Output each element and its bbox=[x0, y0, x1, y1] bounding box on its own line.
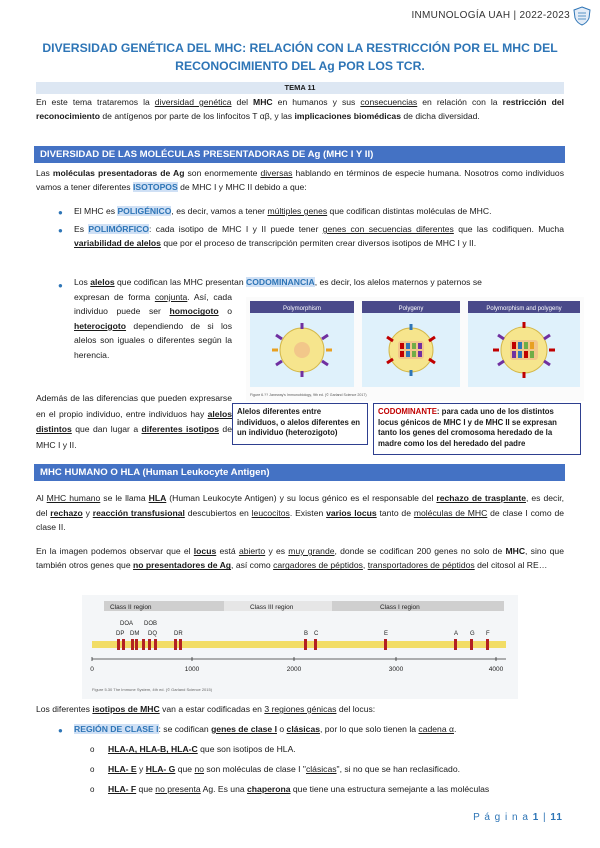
svg-text:Polymorphism: Polymorphism bbox=[282, 306, 322, 312]
svg-text:F: F bbox=[486, 631, 490, 637]
sub-item-hla-abc: HLA-A, HLA-B, HLA-C que son isotipos de HLA. bbox=[108, 744, 296, 754]
list-item-region-clase-i: REGIÓN DE CLASE I: se codifican genes de clase I o clásicas, por lo que solo tienen la cadena α. bbox=[74, 724, 457, 734]
svg-text:DP: DP bbox=[116, 631, 125, 637]
polymorphism-figure bbox=[246, 297, 584, 401]
svg-text:A: A bbox=[454, 631, 459, 637]
paragraph-diversity: Las moléculas presentadoras de Ag son enormemente diversas hablando en términos de especie humana. Nosotros como individuos vamos a tener diferentes ISOTOPOS de MHC I y MHC II debido a que: bbox=[36, 168, 564, 192]
intro-paragraph: En este tema trataremos la diversidad genética del MHC en humanos y sus consecuencias en relación con la restricción del reconocimiento de antígenos por parte de los linfocitos T αβ, y las implicaciones biomédicas de dicha diversidad. bbox=[36, 97, 565, 121]
page-number: P á g i n a 1 | 11 bbox=[473, 812, 563, 823]
list-item-poligenico: El MHC es POLIGÉNICO, es decir, vamos a tener múltiples genes que codifican distintas moléculas de MHC. bbox=[74, 206, 492, 216]
list-item-codominancia: Los alelos que codifican las MHC presentan CODOMINANCIA, es decir, los alelos maternos y paternos se bbox=[74, 277, 482, 287]
svg-text:0: 0 bbox=[90, 666, 94, 673]
svg-text:4000: 4000 bbox=[488, 666, 504, 673]
svg-text:DM: DM bbox=[130, 631, 140, 637]
svg-text:B: B bbox=[304, 631, 309, 637]
svg-text:C: C bbox=[314, 631, 319, 637]
svg-text:Polygeny: Polygeny bbox=[398, 306, 424, 312]
bullet-icon: ● bbox=[58, 208, 63, 217]
svg-text:DQ: DQ bbox=[148, 631, 157, 637]
sub-item-hla-eg: HLA- E y HLA- G que no son moléculas de clase I "clásicas", si no que se han reclasificado. bbox=[108, 764, 460, 774]
svg-text:Class II region: Class II region bbox=[110, 604, 152, 611]
section-heading-diversity: DIVERSIDAD DE LAS MOLÉCULAS PRESENTADORAS DE Ag (MHC I Y II) bbox=[34, 146, 565, 163]
paragraph-regions: Los diferentes isotipos de MHC van a estar codificadas en 3 regiones génicas del locus: bbox=[36, 704, 376, 714]
university-shield-icon bbox=[572, 6, 592, 26]
sub-bullet-icon: o bbox=[90, 745, 95, 754]
codominancia-continuation: expresan de forma conjunta. Así, cada individuo puede ser homocigoto o heterocigoto dependiendo de si los alelos son iguales o diferentes según la herencia. bbox=[74, 292, 233, 360]
sub-bullet-icon: o bbox=[90, 785, 95, 794]
svg-text:DR: DR bbox=[174, 631, 183, 637]
svg-text:DOB: DOB bbox=[144, 621, 158, 627]
panel-polygeny bbox=[362, 301, 460, 387]
svg-text:Polymorphism and polygeny: Polymorphism and polygeny bbox=[486, 306, 562, 312]
svg-text:E: E bbox=[384, 631, 389, 637]
callout-box-codominante: CODOMINANTE: para cada uno de los distintos locus génicos de MHC I y de MHC II se expresan tanto los genes del cromosoma heredado de la madre como los del heredado del padre bbox=[373, 403, 581, 455]
sub-item-hla-f: HLA- F que no presenta Ag. Es una chaperona que tiene una estructura semejante a las moléculas bbox=[108, 784, 490, 794]
svg-text:Figure 5.30 The Immune System,: Figure 5.30 The Immune System, 4th ed. (© Garland Science 2015) bbox=[92, 687, 213, 692]
bullet-icon: ● bbox=[58, 281, 63, 290]
bullet-icon: ● bbox=[58, 226, 63, 235]
course-header: INMUNOLOGÍA UAH | 2022-2023 bbox=[411, 10, 570, 21]
svg-text:2000: 2000 bbox=[286, 666, 302, 673]
hla-locus-figure bbox=[82, 595, 518, 699]
bullet-icon: ● bbox=[58, 726, 63, 735]
svg-text:G: G bbox=[470, 631, 475, 637]
svg-text:Figure 6.?? Janeway's Immunobi: Figure 6.?? Janeway's Immunobiology, 9th ed. (© Garland Science 2017) bbox=[250, 393, 367, 397]
paragraph-hla: Al MHC humano se le llama HLA (Human Leukocyte Antigen) y su locus génico es el responsable del rechazo de trasplante, es decir, del rechazo y reacción transfusional descubiertos en leucocitos. Existen varios locus tanto de moléculas de MHC de clase I como de clase II. bbox=[36, 493, 565, 533]
section-heading-hla: MHC HUMANO O HLA (Human Leukocyte Antigen) bbox=[34, 464, 565, 481]
svg-text:DOA: DOA bbox=[120, 621, 134, 627]
paragraph-locus: En la imagen podemos observar que el locus está abierto y es muy grande, donde se codifican 200 genes no solo de MHC, sino que también otros genes que no presentadores de Ag, así como cargadores de péptidos, transportadores de péptidos del citosol al RE… bbox=[36, 546, 564, 571]
callout-box-alleles: Alelos diferentes entre individuos, o alelos diferentes en un individuo (heterozigoto) bbox=[232, 403, 368, 445]
topic-label: TEMA 11 bbox=[36, 82, 564, 94]
panel-polymorphism-polygeny bbox=[468, 301, 580, 387]
svg-text:Class I region: Class I region bbox=[380, 604, 420, 611]
svg-text:Class III region: Class III region bbox=[250, 604, 294, 611]
list-item-polimorfico: Es POLIMÓRFICO: cada isotipo de MHC I y II puede tener genes con secuencias diferentes que las codifiquen. Mucha variabilidad de alelos que por el proceso de transcripción permiten crear diversos isotipos de MHC I y II. bbox=[74, 224, 564, 248]
sub-bullet-icon: o bbox=[90, 765, 95, 774]
panel-polymorphism bbox=[250, 301, 354, 387]
svg-text:1000: 1000 bbox=[184, 666, 200, 673]
page-title: DIVERSIDAD GENÉTICA DEL MHC: RELACIÓN CON LA RESTRICCIÓN POR EL MHC DEL RECONOCIMIENTO DEL Ag POR LOS TCR. bbox=[42, 41, 558, 73]
paragraph-ademas: Además de las diferencias que pueden expresarse en el propio individuo, entre individuos hay alelos distintos que dan lugar a diferentes isotipos de MHC I y II. bbox=[36, 393, 232, 450]
svg-text:3000: 3000 bbox=[388, 666, 404, 673]
